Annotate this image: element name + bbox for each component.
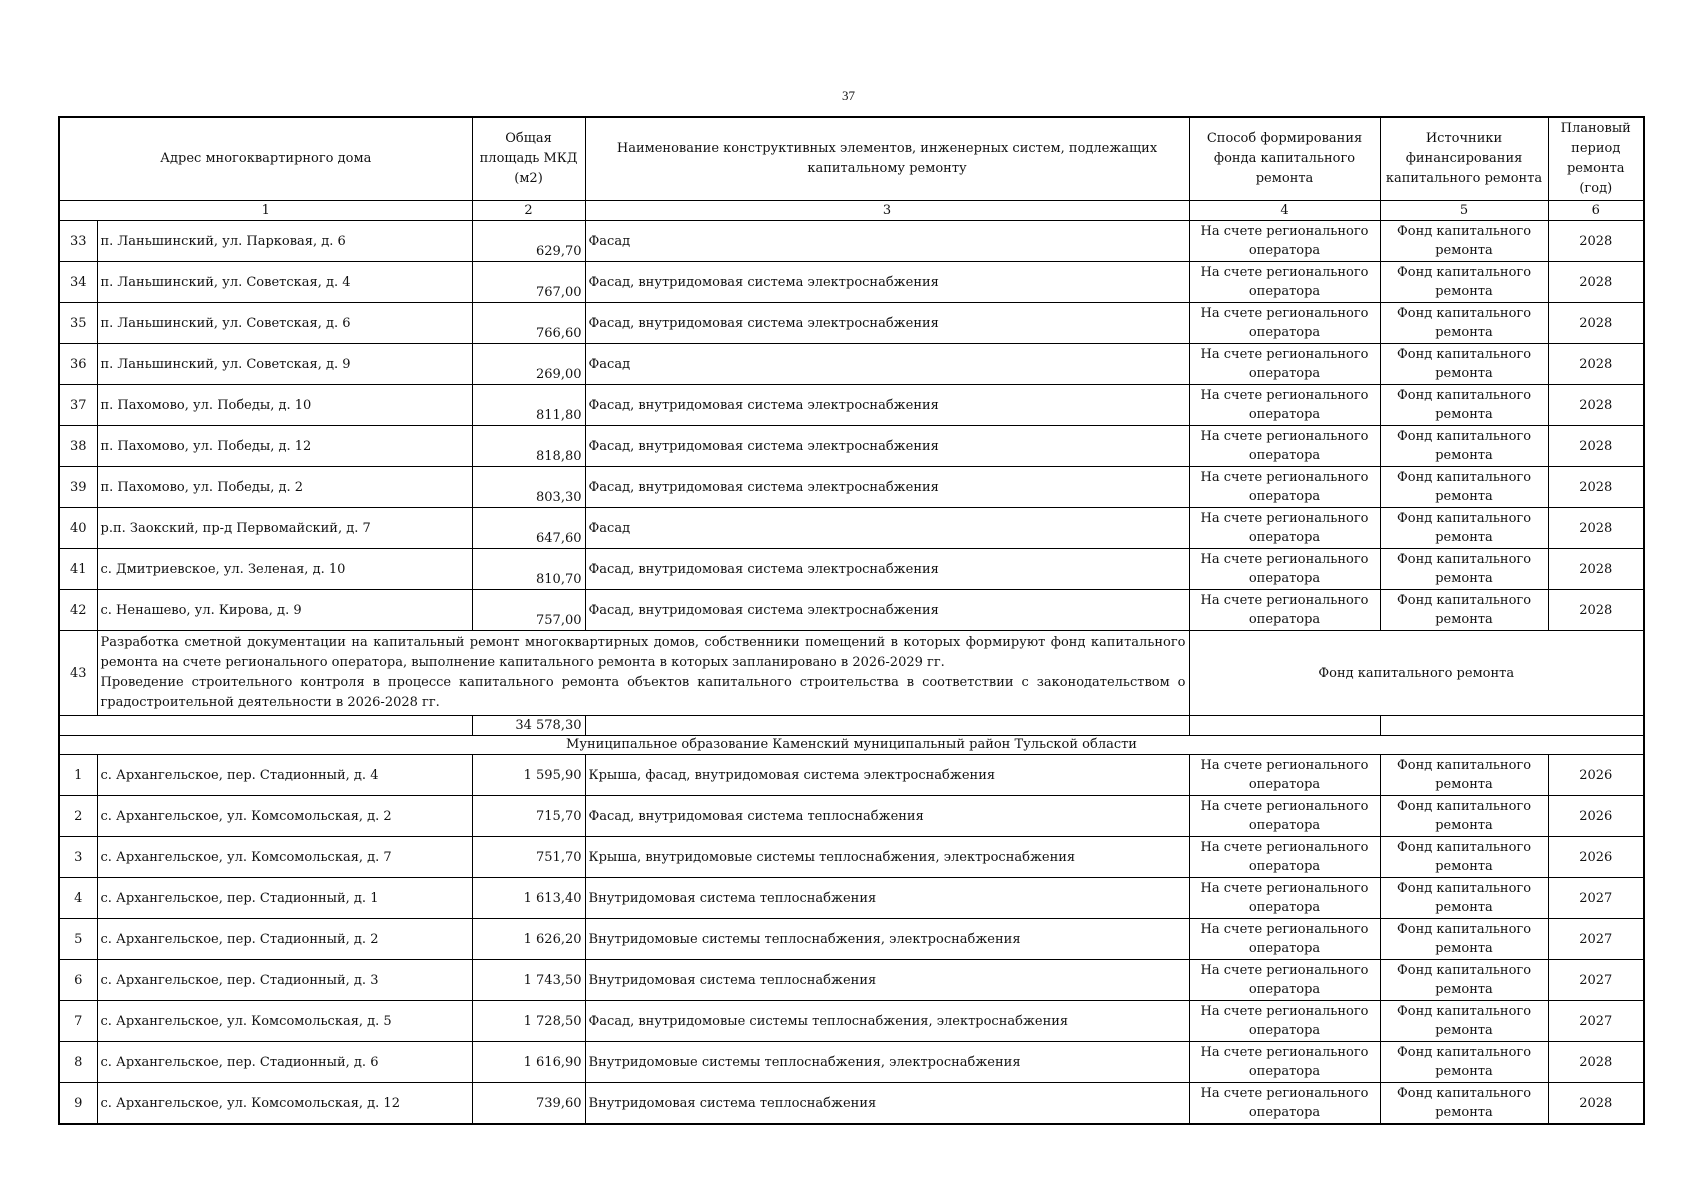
row-year: 2028 <box>1548 508 1644 549</box>
row-elements: Фасад, внутридомовые системы теплоснабжения, электроснабжения <box>585 1001 1189 1042</box>
table-row <box>59 221 1644 262</box>
row-area: 1 613,40 <box>472 878 585 919</box>
row-method: На счете регионального оператора <box>1189 960 1380 1001</box>
empty-cell <box>1189 716 1380 736</box>
row-area: 739,60 <box>472 1083 585 1125</box>
row-year: 2027 <box>1548 960 1644 1001</box>
row-number: 41 <box>59 549 97 590</box>
row-elements: Крыша, фасад, внутридомовая система электроснабжения <box>585 755 1189 796</box>
row-elements: Фасад <box>585 221 1189 262</box>
row-number: 1 <box>59 755 97 796</box>
row-area: 757,00 <box>472 590 585 631</box>
column-number: 4 <box>1189 201 1380 221</box>
column-number: 6 <box>1548 201 1644 221</box>
row-address: п. Пахомово, ул. Победы, д. 10 <box>97 385 472 426</box>
table-row <box>59 303 1644 344</box>
row-address: с. Архангельское, ул. Комсомольская, д. 2 <box>97 796 472 837</box>
row-year: 2028 <box>1548 1042 1644 1083</box>
empty-cell <box>1380 716 1644 736</box>
column-number: 2 <box>472 201 585 221</box>
row-year: 2028 <box>1548 1083 1644 1125</box>
row-source: Фонд капитального ремонта <box>1380 1042 1548 1083</box>
row-source: Фонд капитального ремонта <box>1380 508 1548 549</box>
row-elements: Фасад, внутридомовая система электроснабжения <box>585 426 1189 467</box>
row-area: 1 728,50 <box>472 1001 585 1042</box>
row-source: Фонд капитального ремонта <box>1380 549 1548 590</box>
row-elements: Внутридомовая система теплоснабжения <box>585 1083 1189 1125</box>
table-row <box>59 919 1644 960</box>
row-number: 4 <box>59 878 97 919</box>
table-row <box>59 1083 1644 1125</box>
row-year: 2027 <box>1548 878 1644 919</box>
row-method: На счете регионального оператора <box>1189 590 1380 631</box>
row-method: На счете регионального оператора <box>1189 426 1380 467</box>
row-source: Фонд капитального ремонта <box>1380 590 1548 631</box>
row-year: 2028 <box>1548 467 1644 508</box>
row-number: 37 <box>59 385 97 426</box>
row-source: Фонд капитального ремонта <box>1380 878 1548 919</box>
header-address: Адрес многоквартирного дома <box>59 117 472 201</box>
table-row <box>59 467 1644 508</box>
row-number: 36 <box>59 344 97 385</box>
row-source: Фонд капитального ремонта <box>1380 755 1548 796</box>
column-number: 3 <box>585 201 1189 221</box>
row-source: Фонд капитального ремонта <box>1380 837 1548 878</box>
row-source: Фонд капитального ремонта <box>1380 467 1548 508</box>
row-number: 8 <box>59 1042 97 1083</box>
row-area: 647,60 <box>472 508 585 549</box>
note-text-line: Разработка сметной документации на капитальный ремонт многоквартирных домов, собственники помещений в которых формируют фонд капитального ремонта на счете регионального оператора, выполнение капитального ремонта в которых запланировано в 2026-2029 гг. <box>100 635 1186 670</box>
row-address: п. Ланьшинский, ул. Советская, д. 4 <box>97 262 472 303</box>
row-number: 9 <box>59 1083 97 1125</box>
row-elements: Внутридомовые системы теплоснабжения, электроснабжения <box>585 1042 1189 1083</box>
row-method: На счете регионального оператора <box>1189 303 1380 344</box>
row-method: На счете регионального оператора <box>1189 1083 1380 1125</box>
row-method: На счете регионального оператора <box>1189 919 1380 960</box>
row-area: 751,70 <box>472 837 585 878</box>
header-period: Плановый период ремонта (год) <box>1548 117 1644 201</box>
row-address: п. Ланьшинский, ул. Советская, д. 6 <box>97 303 472 344</box>
table-header-row <box>59 117 1644 201</box>
repair-plan-table <box>58 116 1645 1125</box>
row-method: На счете регионального оператора <box>1189 1001 1380 1042</box>
header-method: Способ формирования фонда капитального ремонта <box>1189 117 1380 201</box>
table-row <box>59 837 1644 878</box>
table-row <box>59 344 1644 385</box>
row-elements: Фасад, внутридомовая система электроснабжения <box>585 303 1189 344</box>
row-area: 269,00 <box>472 344 585 385</box>
header-elements: Наименование конструктивных элементов, инженерных систем, подлежащих капитальному ремонту <box>585 117 1189 201</box>
table-row <box>59 1042 1644 1083</box>
row-year: 2026 <box>1548 837 1644 878</box>
row-year: 2026 <box>1548 796 1644 837</box>
table-row <box>59 1001 1644 1042</box>
table-row <box>59 755 1644 796</box>
row-address: с. Архангельское, пер. Стадионный, д. 2 <box>97 919 472 960</box>
row-address: р.п. Заокский, пр-д Первомайский, д. 7 <box>97 508 472 549</box>
row-area: 818,80 <box>472 426 585 467</box>
row-elements: Фасад, внутридомовая система электроснабжения <box>585 262 1189 303</box>
row-area: 811,80 <box>472 385 585 426</box>
row-source: Фонд капитального ремонта <box>1380 1001 1548 1042</box>
row-elements: Фасад <box>585 508 1189 549</box>
table-row <box>59 549 1644 590</box>
row-elements: Фасад, внутридомовая система электроснабжения <box>585 590 1189 631</box>
row-address: с. Архангельское, пер. Стадионный, д. 6 <box>97 1042 472 1083</box>
table-row <box>59 878 1644 919</box>
row-area: 715,70 <box>472 796 585 837</box>
row-method: На счете регионального оператора <box>1189 837 1380 878</box>
row-address: с. Архангельское, пер. Стадионный, д. 4 <box>97 755 472 796</box>
row-number: 3 <box>59 837 97 878</box>
row-address: п. Ланьшинский, ул. Советская, д. 9 <box>97 344 472 385</box>
row-source: Фонд капитального ремонта <box>1380 919 1548 960</box>
row-number: 42 <box>59 590 97 631</box>
table-row <box>59 796 1644 837</box>
row-method: На счете регионального оператора <box>1189 878 1380 919</box>
row-area: 766,60 <box>472 303 585 344</box>
row-address: п. Пахомово, ул. Победы, д. 12 <box>97 426 472 467</box>
note-text-line: Проведение строительного контроля в процессе капитального ремонта объектов капитального строительства в соответствии с законодательством о градостроительной деятельности в 2026-2028 гг. <box>100 675 1186 710</box>
row-method: На счете регионального оператора <box>1189 467 1380 508</box>
table-row <box>59 508 1644 549</box>
row-address: с. Архангельское, пер. Стадионный, д. 3 <box>97 960 472 1001</box>
row-number: 35 <box>59 303 97 344</box>
row-method: На счете регионального оператора <box>1189 1042 1380 1083</box>
row-address: с. Ненашево, ул. Кирова, д. 9 <box>97 590 472 631</box>
row-year: 2028 <box>1548 385 1644 426</box>
note-row <box>59 631 1644 716</box>
row-year: 2028 <box>1548 426 1644 467</box>
row-number: 39 <box>59 467 97 508</box>
row-number: 33 <box>59 221 97 262</box>
header-area: Общая площадь МКД (м2) <box>472 117 585 201</box>
row-address: п. Ланьшинский, ул. Парковая, д. 6 <box>97 221 472 262</box>
row-area: 1 595,90 <box>472 755 585 796</box>
column-number: 1 <box>59 201 472 221</box>
row-number: 40 <box>59 508 97 549</box>
row-source: Фонд капитального ремонта <box>1380 796 1548 837</box>
row-area: 1 626,20 <box>472 919 585 960</box>
table-row <box>59 426 1644 467</box>
note-source: Фонд капитального ремонта <box>1189 631 1644 716</box>
row-area: 1 743,50 <box>472 960 585 1001</box>
row-number: 43 <box>59 631 97 716</box>
total-area: 34 578,30 <box>472 716 585 736</box>
row-number: 6 <box>59 960 97 1001</box>
row-address: п. Пахомово, ул. Победы, д. 2 <box>97 467 472 508</box>
row-number: 2 <box>59 796 97 837</box>
row-number: 5 <box>59 919 97 960</box>
row-source: Фонд капитального ремонта <box>1380 303 1548 344</box>
row-source: Фонд капитального ремонта <box>1380 385 1548 426</box>
row-year: 2028 <box>1548 262 1644 303</box>
total-label-cell <box>59 716 472 736</box>
row-year: 2028 <box>1548 549 1644 590</box>
row-address: с. Архангельское, ул. Комсомольская, д. 5 <box>97 1001 472 1042</box>
header-source: Источники финансирования капитального ремонта <box>1380 117 1548 201</box>
table-row <box>59 385 1644 426</box>
row-year: 2028 <box>1548 221 1644 262</box>
row-area: 803,30 <box>472 467 585 508</box>
row-address: с. Архангельское, пер. Стадионный, д. 1 <box>97 878 472 919</box>
row-address: с. Архангельское, ул. Комсомольская, д. 7 <box>97 837 472 878</box>
total-row <box>59 716 1644 736</box>
row-method: На счете регионального оператора <box>1189 508 1380 549</box>
row-number: 34 <box>59 262 97 303</box>
row-number: 38 <box>59 426 97 467</box>
row-source: Фонд капитального ремонта <box>1380 426 1548 467</box>
row-elements: Фасад <box>585 344 1189 385</box>
row-elements: Внутридомовая система теплоснабжения <box>585 878 1189 919</box>
column-number-row <box>59 201 1644 221</box>
table-row <box>59 262 1644 303</box>
row-elements: Внутридомовые системы теплоснабжения, электроснабжения <box>585 919 1189 960</box>
row-source: Фонд капитального ремонта <box>1380 221 1548 262</box>
section-row <box>59 736 1644 755</box>
row-elements: Внутридомовая система теплоснабжения <box>585 960 1189 1001</box>
row-year: 2028 <box>1548 590 1644 631</box>
row-elements: Фасад, внутридомовая система электроснабжения <box>585 549 1189 590</box>
table-row <box>59 960 1644 1001</box>
row-area: 1 616,90 <box>472 1042 585 1083</box>
column-number: 5 <box>1380 201 1548 221</box>
row-method: На счете регионального оператора <box>1189 755 1380 796</box>
row-year: 2027 <box>1548 1001 1644 1042</box>
row-year: 2027 <box>1548 919 1644 960</box>
section-title: Муниципальное образование Каменский муниципальный район Тульской области <box>59 736 1644 755</box>
row-area: 767,00 <box>472 262 585 303</box>
row-number: 7 <box>59 1001 97 1042</box>
table-row <box>59 590 1644 631</box>
row-source: Фонд капитального ремонта <box>1380 1083 1548 1125</box>
row-year: 2026 <box>1548 755 1644 796</box>
row-address: с. Дмитриевское, ул. Зеленая, д. 10 <box>97 549 472 590</box>
row-elements: Крыша, внутридомовые системы теплоснабжения, электроснабжения <box>585 837 1189 878</box>
row-elements: Фасад, внутридомовая система электроснабжения <box>585 385 1189 426</box>
row-source: Фонд капитального ремонта <box>1380 344 1548 385</box>
row-area: 810,70 <box>472 549 585 590</box>
note-text <box>97 631 1189 716</box>
row-source: Фонд капитального ремонта <box>1380 262 1548 303</box>
row-method: На счете регионального оператора <box>1189 549 1380 590</box>
row-method: На счете регионального оператора <box>1189 385 1380 426</box>
row-elements: Фасад, внутридомовая система электроснабжения <box>585 467 1189 508</box>
row-source: Фонд капитального ремонта <box>1380 960 1548 1001</box>
row-method: На счете регионального оператора <box>1189 221 1380 262</box>
row-year: 2028 <box>1548 303 1644 344</box>
row-method: На счете регионального оператора <box>1189 344 1380 385</box>
row-area: 629,70 <box>472 221 585 262</box>
page-number: 37 <box>842 88 855 103</box>
row-elements: Фасад, внутридомовая система теплоснабжения <box>585 796 1189 837</box>
row-method: На счете регионального оператора <box>1189 796 1380 837</box>
row-method: На счете регионального оператора <box>1189 262 1380 303</box>
empty-cell <box>585 716 1189 736</box>
row-year: 2028 <box>1548 344 1644 385</box>
row-address: с. Архангельское, ул. Комсомольская, д. 12 <box>97 1083 472 1125</box>
